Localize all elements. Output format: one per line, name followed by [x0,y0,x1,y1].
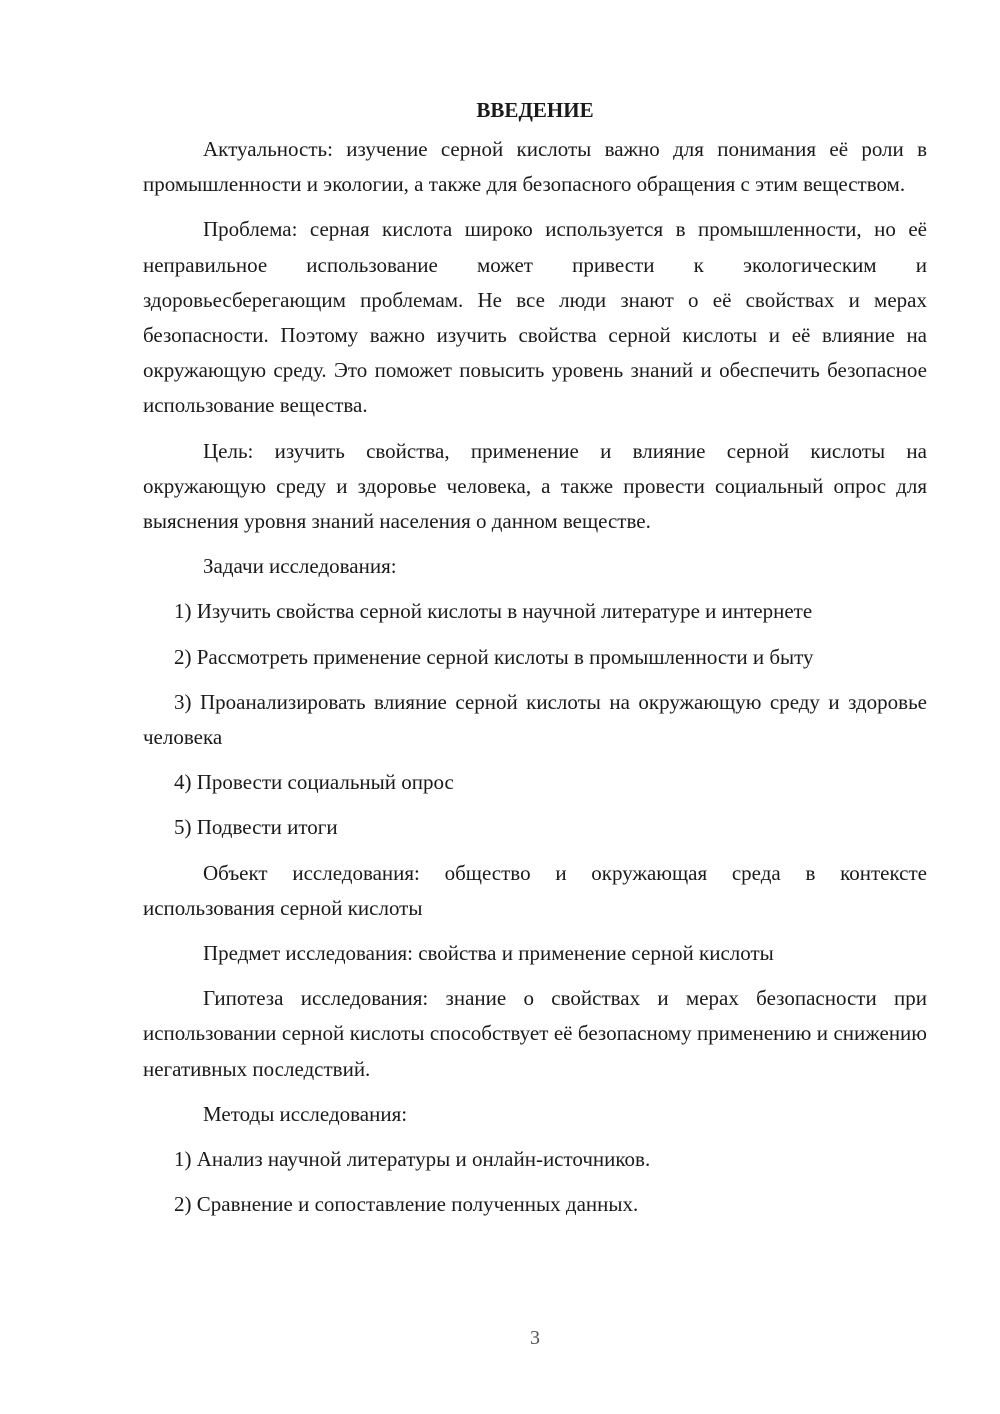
task-item-1: 1) Изучить свойства серной кислоты в научной литературе и интернете [174,599,813,624]
section-heading: ВВЕДЕНИЕ [476,98,594,122]
paragraph-object: Объект исследования: общество и окружающая среда в контексте использования серной кислоты [143,860,927,920]
task-item-2: 2) Рассмотреть применение серной кислоты в промышленности и быту [174,644,814,669]
paragraph-subject: Предмет исследования: свойства и применение серной кислоты [203,941,774,966]
paragraph-goal: Цель: изучить свойства, применение и влияние серной кислоты на окружающую среду и здоровье человека, а также провести социальный опрос для выяснения уровня знаний населения о данном веществе. [143,438,927,534]
method-item-1: 1) Анализ научной литературы и онлайн-источников. [174,1147,651,1172]
tasks-title: Задачи исследования: [203,554,397,579]
paragraph-relevance: Актуальность: изучение серной кислоты важно для понимания её роли в промышленности и экологии, а также для безопасного обращения с этим веществом. [143,137,927,197]
task-item-4: 4) Провести социальный опрос [174,770,454,795]
task-item-3: 3) Проанализировать влияние серной кислоты на окружающую среду и здоровье человека [143,689,927,750]
page-number: 3 [530,1327,540,1349]
method-item-2: 2) Сравнение и сопоставление полученных данных. [174,1192,639,1217]
methods-title: Методы исследования: [203,1101,408,1126]
paragraph-problem: Проблема: серная кислота широко используется в промышленности, но её неправильное использование может привести к экологическим и здоровьесберегающим проблемам. Не все люди знают о её свойствах и мерах безопасности. Поэтому важно изучить свойства серной кислоты и её влияние на окружающую среду. Это поможет повысить уровень знаний и обеспечить безопасное использование вещества. [143,217,927,418]
task-item-5: 5) Подвести итоги [174,815,338,840]
paragraph-hypothesis: Гипотеза исследования: знание о свойствах и мерах безопасности при использовании серной кислоты способствует её безопасному применению и снижению негативных последствий. [143,986,927,1081]
document-page [143,92,927,1222]
